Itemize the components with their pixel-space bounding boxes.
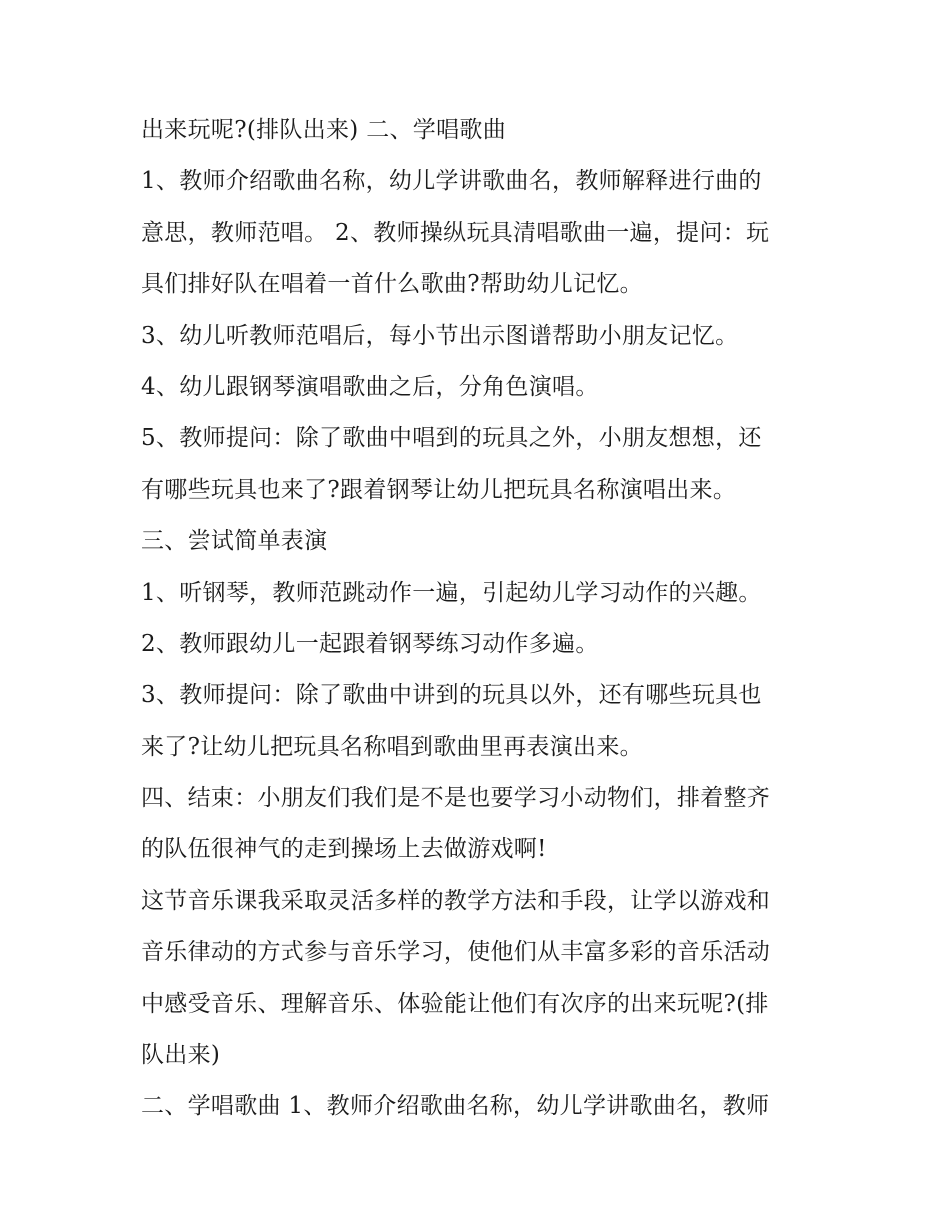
- text-line-11: 2、教师跟幼儿一起跟着钢琴练习动作多遍。: [141, 630, 599, 657]
- text-line-10: 1、听钢琴，教师范跳动作一遍，引起幼儿学习动作的兴趣。: [141, 579, 762, 606]
- document-body: [141, 107, 821, 1135]
- section-heading-3: 三、尝试简单表演: [141, 528, 328, 555]
- text-line-12: 3、教师提问：除了歌曲中讲到的玩具以外，还有哪些玩具也: [141, 682, 762, 709]
- text-line-20: 二、学唱歌曲 1、教师介绍歌曲名称，幼儿学讲歌曲名，教师: [141, 1093, 770, 1120]
- text-line-2: 1、教师介绍歌曲名称，幼儿学讲歌曲名，教师解释进行曲的: [141, 168, 762, 195]
- text-line-1: 出来玩呢?(排队出来) 二、学唱歌曲: [141, 117, 506, 143]
- text-line-6: 4、幼儿跟钢琴演唱歌曲之后，分角色演唱。: [141, 373, 599, 400]
- text-line-5: 3、幼儿听教师范唱后，每小节出示图谱帮助小朋友记忆。: [141, 322, 739, 349]
- text-line-15: 的队伍很神气的走到操场上去做游戏啊!: [141, 836, 547, 863]
- text-line-8: 有哪些玩具也来了?跟着钢琴让幼儿把玩具名称演唱出来。: [141, 476, 737, 503]
- text-line-19: 队出来): [141, 1042, 221, 1069]
- text-line-18: 中感受音乐、理解音乐、体验能让他们有次序的出来玩呢?(排: [141, 990, 769, 1017]
- text-line-4: 具们排好队在唱着一首什么歌曲?帮助幼儿记忆。: [141, 271, 643, 298]
- text-line-3: 意思，教师范唱。 2、教师操纵玩具清唱歌曲一遍，提问：玩: [141, 219, 770, 246]
- text-line-16: 这节音乐课我采取灵活多样的教学方法和手段，让学以游戏和: [141, 887, 771, 914]
- text-line-14: 四、结束：小朋友们我们是不是也要学习小动物们，排着整齐: [141, 785, 771, 812]
- text-line-7: 5、教师提问：除了歌曲中唱到的玩具之外，小朋友想想，还: [141, 425, 762, 452]
- text-line-13: 来了?让幼儿把玩具名称唱到歌曲里再表演出来。: [141, 733, 643, 760]
- text-line-17: 音乐律动的方式参与音乐学习，使他们从丰富多彩的音乐活动: [141, 939, 771, 966]
